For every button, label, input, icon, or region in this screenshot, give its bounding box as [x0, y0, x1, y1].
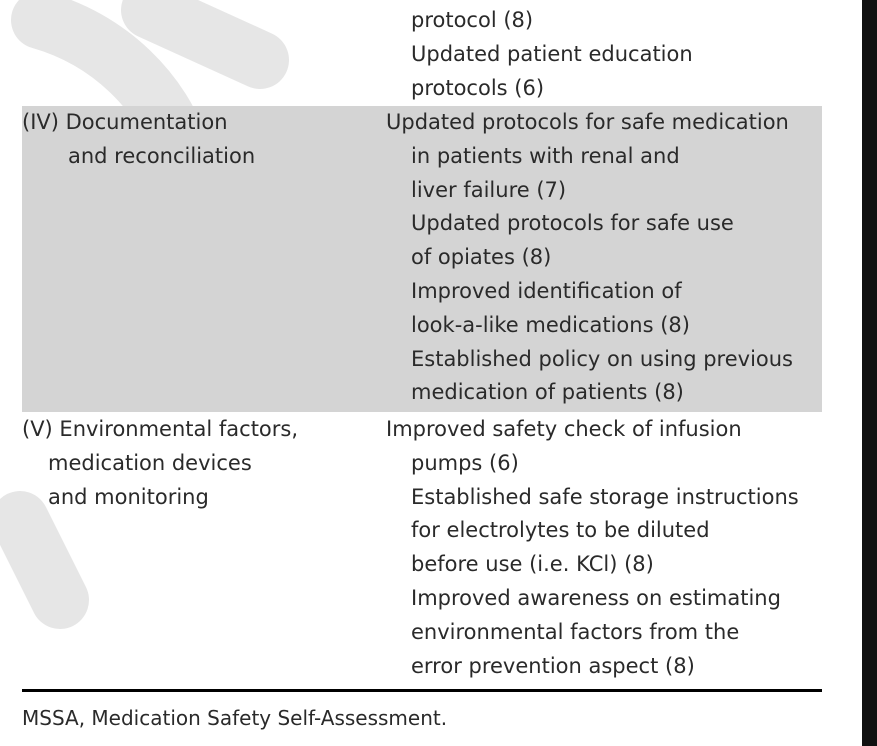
action-line: Updated patient education	[411, 41, 693, 66]
action-line: Updated protocols for safe medication	[386, 110, 789, 134]
category-label: (V) Environmental factors,	[22, 417, 299, 441]
row-v-category	[22, 413, 298, 514]
category-label: (IV) Documentation	[22, 110, 228, 134]
action-line: for electrolytes to be diluted	[411, 518, 710, 543]
action-line: Established safe storage instructions	[411, 484, 799, 509]
category-label: and monitoring	[48, 484, 209, 509]
action-line: of opiates (8)	[411, 245, 552, 270]
action-line: environmental factors from the	[411, 619, 740, 644]
action-line: pumps (6)	[411, 450, 519, 475]
table-footnote: MSSA, Medication Safety Self-Assessment.	[22, 706, 448, 730]
action-line: protocol (8)	[411, 8, 534, 32]
action-line: medication of patients (8)	[411, 380, 684, 405]
action-line: error prevention aspect (8)	[411, 653, 695, 678]
action-line: Improved awareness on estimating	[411, 585, 781, 610]
table-bottom-rule	[22, 689, 822, 692]
action-line: Updated protocols for safe use	[411, 211, 734, 236]
action-line: before use (i.e. KCl) (8)	[411, 552, 654, 577]
action-line: look-a-like medications (8)	[411, 312, 690, 337]
top-continuation	[386, 4, 693, 105]
category-label: and reconciliation	[68, 143, 256, 168]
action-line: protocols (6)	[411, 75, 545, 100]
action-line: Improved safety check of infusion	[386, 417, 742, 441]
row-iv-category	[22, 106, 255, 174]
row-v-actions	[386, 413, 799, 683]
row-iv-actions	[386, 106, 793, 410]
action-line: liver failure (7)	[411, 177, 567, 202]
action-line: Established policy on using previous	[411, 346, 793, 371]
category-label: medication devices	[48, 450, 252, 475]
right-edge-border	[862, 0, 877, 746]
action-line: Improved identification of	[411, 278, 682, 303]
action-line: in patients with renal and	[411, 143, 680, 168]
